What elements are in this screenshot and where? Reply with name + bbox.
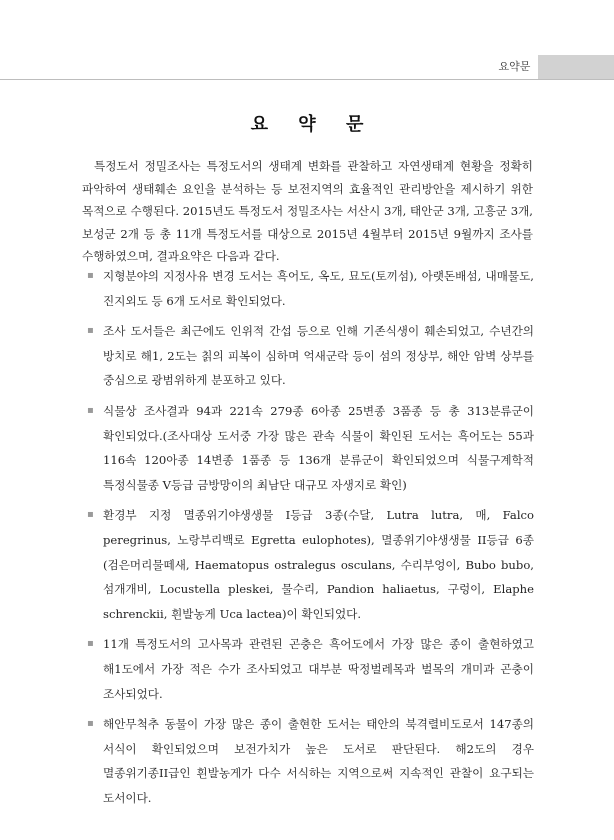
header-tab: 요약문 — [491, 55, 538, 79]
list-item — [85, 399, 534, 497]
list-item-text: 지형분야의 지정사유 변경 도서는 흑어도, 옥도, 묘도(토끼섬), 아랫돈배섬, 내매물도, 진지외도 등 6개 도서로 확인되었다. — [103, 269, 534, 308]
summary-list — [85, 264, 534, 816]
list-item-text: 환경부 지정 멸종위기야생생물 I등급 3종(수달, Lutra lutra, 매, Falco peregrinus, 노랑부리백로 Egretta eulophotes), 멸종위기야생생물 II등급 6종(검은머리물떼새, Haematopus ostralegus osculans, 수리부엉이, Bubo bubo, 섬개개비, Locustella pleskei, 물수리, Pandion haliaetus, 구렁이, Elaphe schrenckii, 흰발농게 Uca lactea)이 확인되었다. — [103, 508, 534, 621]
bullet-square-icon: ▪ — [87, 404, 94, 416]
list-item — [85, 632, 534, 706]
list-item — [85, 319, 534, 393]
intro-paragraph: 특정도서 정밀조사는 특정도서의 생태계 변화를 관찰하고 자연생태계 현황을 정확히 파악하여 생태훼손 요인을 분석하는 등 보전지역의 효율적인 관리방안을 제시하기 위한 목적으로 수행된다. 2015년도 특정도서 정밀조사는 서산시 3개, 태안군 3개, 고흥군 3개, 보성군 2개 등 총 11개 특정도서를 대상으로 2015년 4월부터 2015년 9월까지 조사를 수행하였으며, 결과요약은 다음과 같다. — [82, 159, 533, 264]
list-item-text: 해안무척추 동물이 가장 많은 종이 출현한 도서는 태안의 북격렬비도로서 147종의 서식이 확인되었으며 보전가치가 높은 도서로 판단된다. 해2도의 경우 멸종위기종II급인 흰발농게가 다수 서식하는 지역으로써 지속적인 관찰이 요구되는 도서이다. — [103, 717, 534, 805]
page-title: 요 약 문 — [250, 114, 376, 135]
list-item-text: 조사 도서들은 최근에도 인위적 간섭 등으로 인해 기존식생이 훼손되었고, 수년간의 방치로 해1, 2도는 칡의 피복이 심하며 억새군락 등이 섬의 정상부, 해안 암벽 상부를 중심으로 광범위하게 분포하고 있다. — [103, 324, 534, 388]
header-rule — [0, 79, 614, 80]
bullet-square-icon: ▪ — [87, 509, 94, 521]
bullet-square-icon: ▪ — [87, 718, 94, 730]
list-item-text: 식물상 조사결과 94과 221속 279종 6아종 25변종 3품종 등 총 313분류군이 확인되었다.(조사대상 도서중 가장 많은 관속 식물이 확인된 도서는 흑어도는 55과 116속 120아종 14변종 1품종 등 136개 분류군이 확인되었으며 식물구계학적 특정식물종 V등급 금방망이의 최남단 대규모 자생지로 확인) — [103, 403, 534, 492]
list-item — [85, 503, 534, 626]
bullet-square-icon: ▪ — [87, 270, 94, 281]
bullet-square-icon: ▪ — [87, 638, 94, 650]
header-band — [538, 55, 614, 79]
list-item-text: 11개 특정도서의 고사목과 관련된 곤충은 흑어도에서 가장 많은 종이 출현하였고 해1도에서 가장 적은 수가 조사되었고 대부분 딱정벌레목과 벌목의 개미과 곤충이 조사되었다. — [103, 637, 534, 701]
list-item — [85, 712, 534, 810]
list-item — [85, 264, 534, 313]
bullet-square-icon: ▪ — [87, 325, 94, 337]
